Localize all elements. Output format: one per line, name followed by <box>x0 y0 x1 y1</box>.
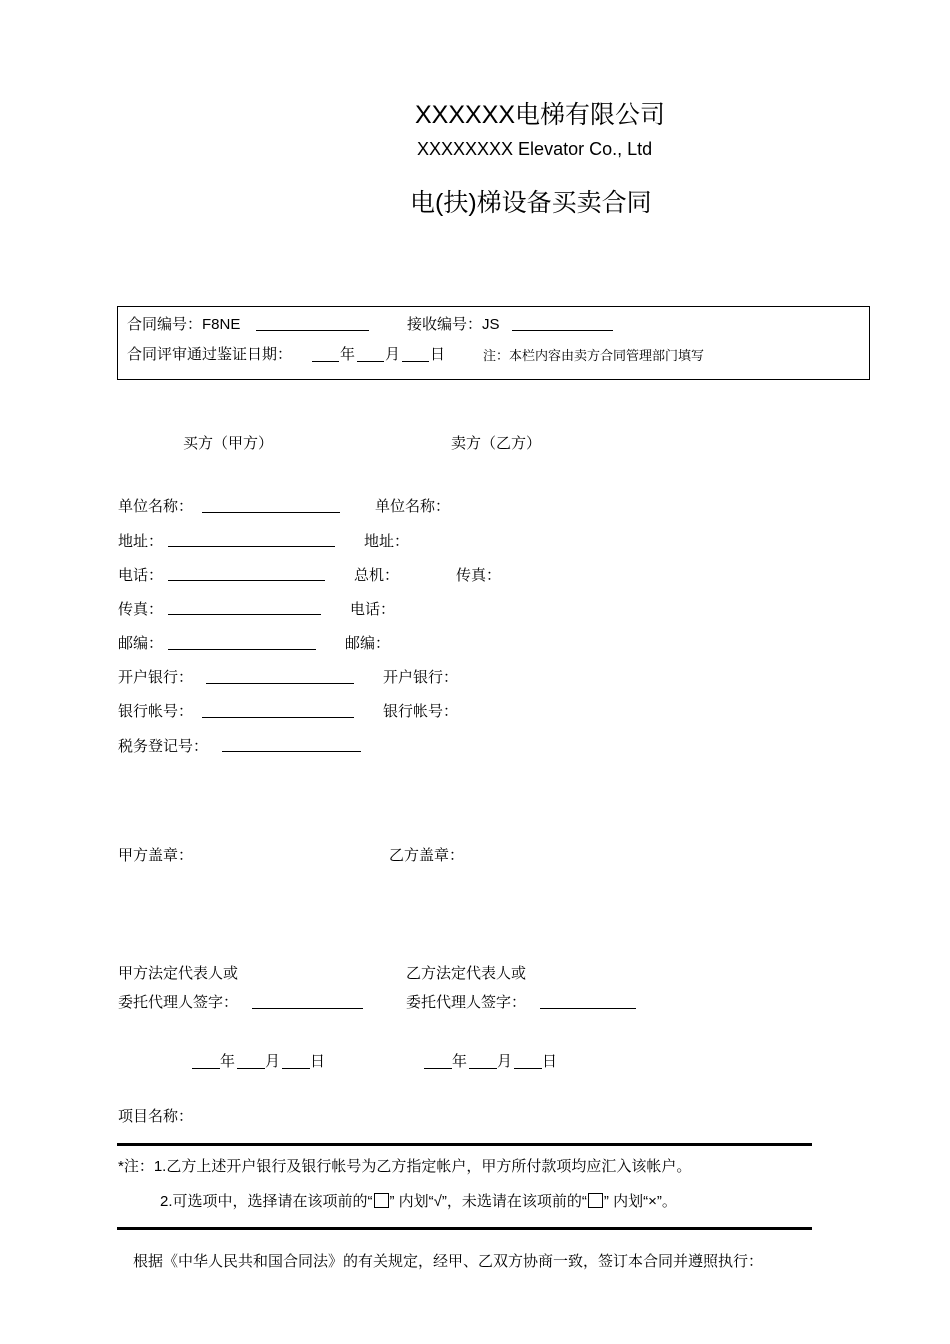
seller-representative-label: 乙方法定代表人或 <box>406 965 527 982</box>
seller-month-line <box>469 1068 497 1069</box>
review-day-text: 日 <box>430 346 446 363</box>
buyer-account-label: 银行帐号： <box>118 704 194 720</box>
seller-day-line <box>514 1068 542 1069</box>
buyer-seal-label: 甲方盖章： <box>118 848 194 864</box>
note-2-part-a: 2.可选项中，选择请在该项前的“ <box>160 1193 373 1210</box>
seller-phone-label: 电话： <box>350 602 396 618</box>
review-year-line <box>312 361 339 362</box>
buyer-address-label: 地址： <box>118 534 164 550</box>
seller-unit-name-label: 单位名称： <box>375 499 451 515</box>
review-day-line <box>402 361 429 362</box>
buyer-fax-line <box>168 614 321 615</box>
buyer-address-line <box>168 546 335 547</box>
note-2-part-c: ” 内划“×”。 <box>603 1193 677 1210</box>
company-name-cn: XXXXXX电梯有限公司 <box>415 101 666 129</box>
notes-bottom-rule <box>117 1227 812 1230</box>
buyer-month-line <box>237 1068 265 1069</box>
company-name-en: XXXXXXXX Elevator Co., Ltd <box>417 139 653 159</box>
buyer-unit-name-line <box>202 512 340 513</box>
buyer-bank-label: 开户银行： <box>118 670 194 686</box>
buyer-tax-no-line <box>222 751 361 752</box>
seller-postcode-label: 邮编： <box>345 636 391 652</box>
contract-intro: 根据《中华人民共和国合同法》的有关规定，经甲、乙双方协商一致，签订本合同并遵照执行： <box>133 1254 764 1270</box>
buyer-account-line <box>202 717 354 718</box>
contract-number-line <box>256 330 369 331</box>
buyer-phone-label: 电话： <box>118 568 164 584</box>
buyer-tax-no-label: 税务登记号： <box>118 739 209 755</box>
notes-top-rule <box>117 1143 812 1146</box>
buyer-signature-label: 委托代理人签字： <box>118 994 239 1011</box>
seller-account-label: 银行帐号： <box>383 704 459 720</box>
checkbox-icon <box>374 1193 389 1208</box>
buyer-postcode-line <box>168 649 316 650</box>
buyer-day-line <box>282 1068 310 1069</box>
info-box-note: 注：本栏内容由卖方合同管理部门填写 <box>483 348 705 363</box>
receipt-number-line <box>512 330 613 331</box>
seller-bank-label: 开户银行： <box>383 670 459 686</box>
seller-year-text: 年 <box>452 1053 468 1070</box>
buyer-phone-line <box>168 580 325 581</box>
receipt-number-label: 接收编号：JS <box>407 316 500 333</box>
buyer-fax-label: 传真： <box>118 602 164 618</box>
document-title: 电(扶)梯设备买卖合同 <box>410 189 652 217</box>
buyer-signature-line <box>252 1008 363 1009</box>
buyer-postcode-label: 邮编： <box>118 636 164 652</box>
buyer-heading: 买方（甲方） <box>183 435 274 452</box>
seller-signature-label: 委托代理人签字： <box>406 994 527 1011</box>
contract-number-label: 合同编号：F8NE <box>127 316 241 333</box>
note-1: *注：1.乙方上述开户银行及银行帐号为乙方指定帐户，甲方所付款项均应汇入该帐户。 <box>118 1158 692 1175</box>
buyer-month-text: 月 <box>265 1053 281 1070</box>
buyer-unit-name-label: 单位名称： <box>118 499 194 515</box>
review-year-text: 年 <box>340 346 356 363</box>
seller-year-line <box>424 1068 452 1069</box>
project-name-label: 项目名称： <box>118 1108 194 1125</box>
buyer-bank-line <box>206 683 354 684</box>
seller-heading: 卖方（乙方） <box>451 435 542 452</box>
seller-day-text: 日 <box>542 1053 558 1070</box>
review-month-text: 月 <box>385 346 401 363</box>
buyer-year-line <box>192 1068 220 1069</box>
seller-month-text: 月 <box>497 1053 513 1070</box>
seller-address-label: 地址： <box>364 534 410 550</box>
buyer-representative-label: 甲方法定代表人或 <box>118 965 239 982</box>
note-2 <box>160 1190 677 1211</box>
seller-signature-line <box>540 1008 636 1009</box>
seller-seal-label: 乙方盖章： <box>389 848 465 864</box>
seller-fax-label: 传真： <box>456 568 502 584</box>
seller-switchboard-label: 总机： <box>354 568 400 584</box>
review-month-line <box>357 361 384 362</box>
review-date-label: 合同评审通过鉴证日期： <box>127 346 293 363</box>
buyer-day-text: 日 <box>310 1053 326 1070</box>
checkbox-icon <box>588 1193 603 1208</box>
buyer-year-text: 年 <box>220 1053 236 1070</box>
note-2-part-b: ” 内划“√”，未选请在该项前的“ <box>389 1193 587 1210</box>
